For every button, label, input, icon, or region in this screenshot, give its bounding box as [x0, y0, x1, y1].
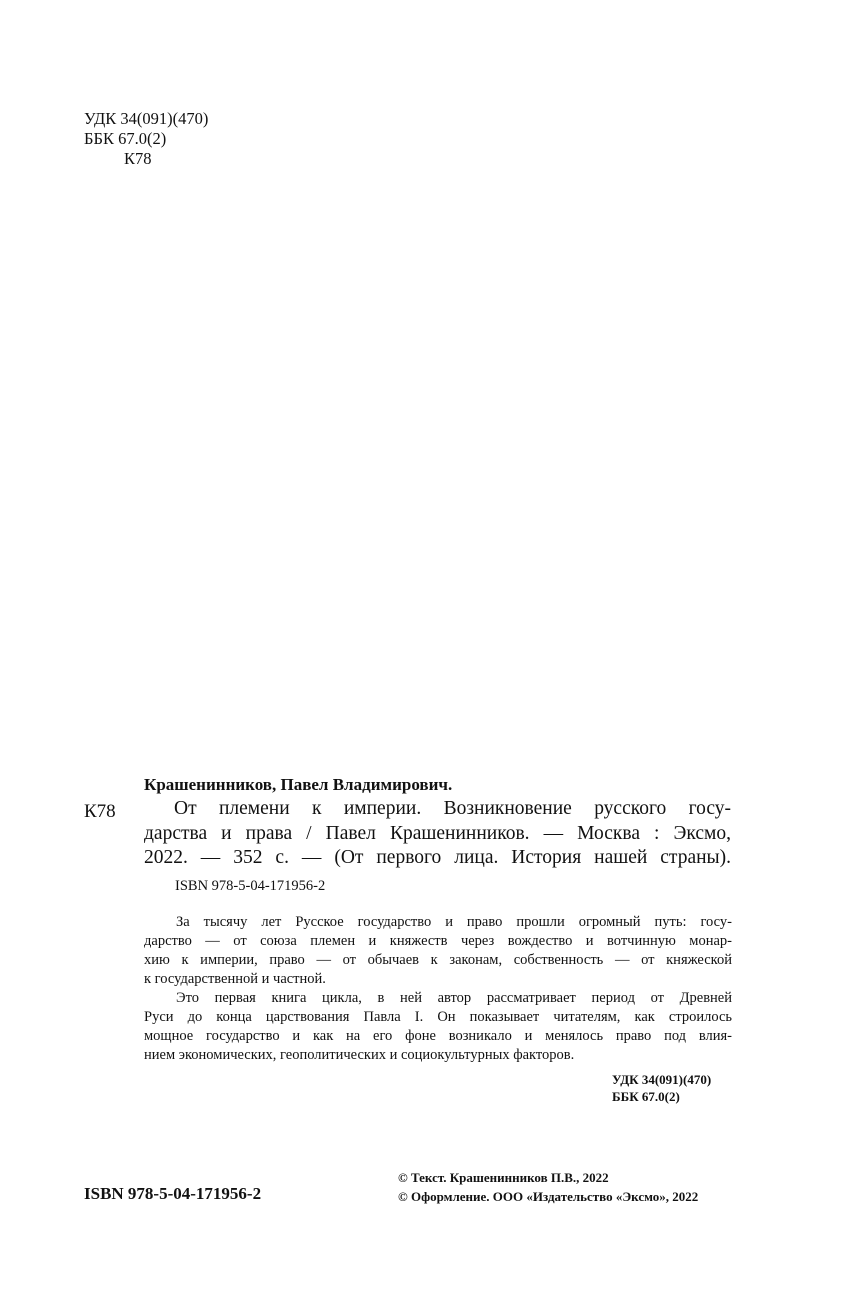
description-line: 2022. — 352 с. — (От первого лица. История нашей страны).	[144, 847, 731, 868]
annotation	[144, 913, 732, 1065]
bottom-classification-codes	[612, 1071, 711, 1105]
annotation-line: хию к империи, право — от обычаев к законам, собственность — от княжеской	[144, 952, 732, 968]
bottom-udk-code: УДК 34(091)(470)	[612, 1072, 712, 1087]
isbn-bottom: ISBN 978-5-04-171956-2	[84, 1184, 262, 1203]
bibliographic-description	[144, 797, 731, 871]
top-author-mark: К78	[124, 149, 152, 168]
annotation-line: дарство — от союза племен и княжеств через вождество и вотчинную монар-	[144, 933, 732, 949]
side-author-mark: К78	[84, 801, 116, 822]
annotation-line: мощное государство и как на его фоне возникало и менялось право под влия-	[144, 1028, 732, 1044]
description-line: дарства и права / Павел Крашенинников. — Москва : Эксмо,	[144, 822, 731, 844]
description-line: От племени к империи. Возникновение русского госу-	[174, 798, 731, 819]
annotation-line: к государственной и частной.	[144, 971, 326, 987]
annotation-line: нием экономических, геополитических и социокультурных факторов.	[144, 1047, 575, 1063]
copyright-block	[398, 1168, 698, 1206]
annotation-line: Это первая книга цикла, в ней автор рассматривает период от Древней	[176, 990, 732, 1006]
bottom-bbk-code: ББК 67.0(2)	[612, 1089, 680, 1104]
annotation-line: Руси до конца царствования Павла I. Он показывает читателям, как строилось	[144, 1009, 732, 1025]
author-heading: Крашенинников, Павел Владимирович.	[144, 775, 453, 794]
isbn-inline: ISBN 978-5-04-171956-2	[175, 878, 326, 894]
copyright-design: © Оформление. ООО «Издательство «Эксмо», 2022	[398, 1189, 699, 1204]
top-bbk-code: ББК 67.0(2)	[84, 129, 167, 148]
copyright-text: © Текст. Крашенинников П.В., 2022	[398, 1170, 609, 1185]
top-classification-codes	[84, 109, 208, 169]
top-udk-code: УДК 34(091)(470)	[84, 109, 209, 128]
annotation-line: За тысячу лет Русское государство и право прошли огромный путь: госу-	[176, 914, 732, 930]
